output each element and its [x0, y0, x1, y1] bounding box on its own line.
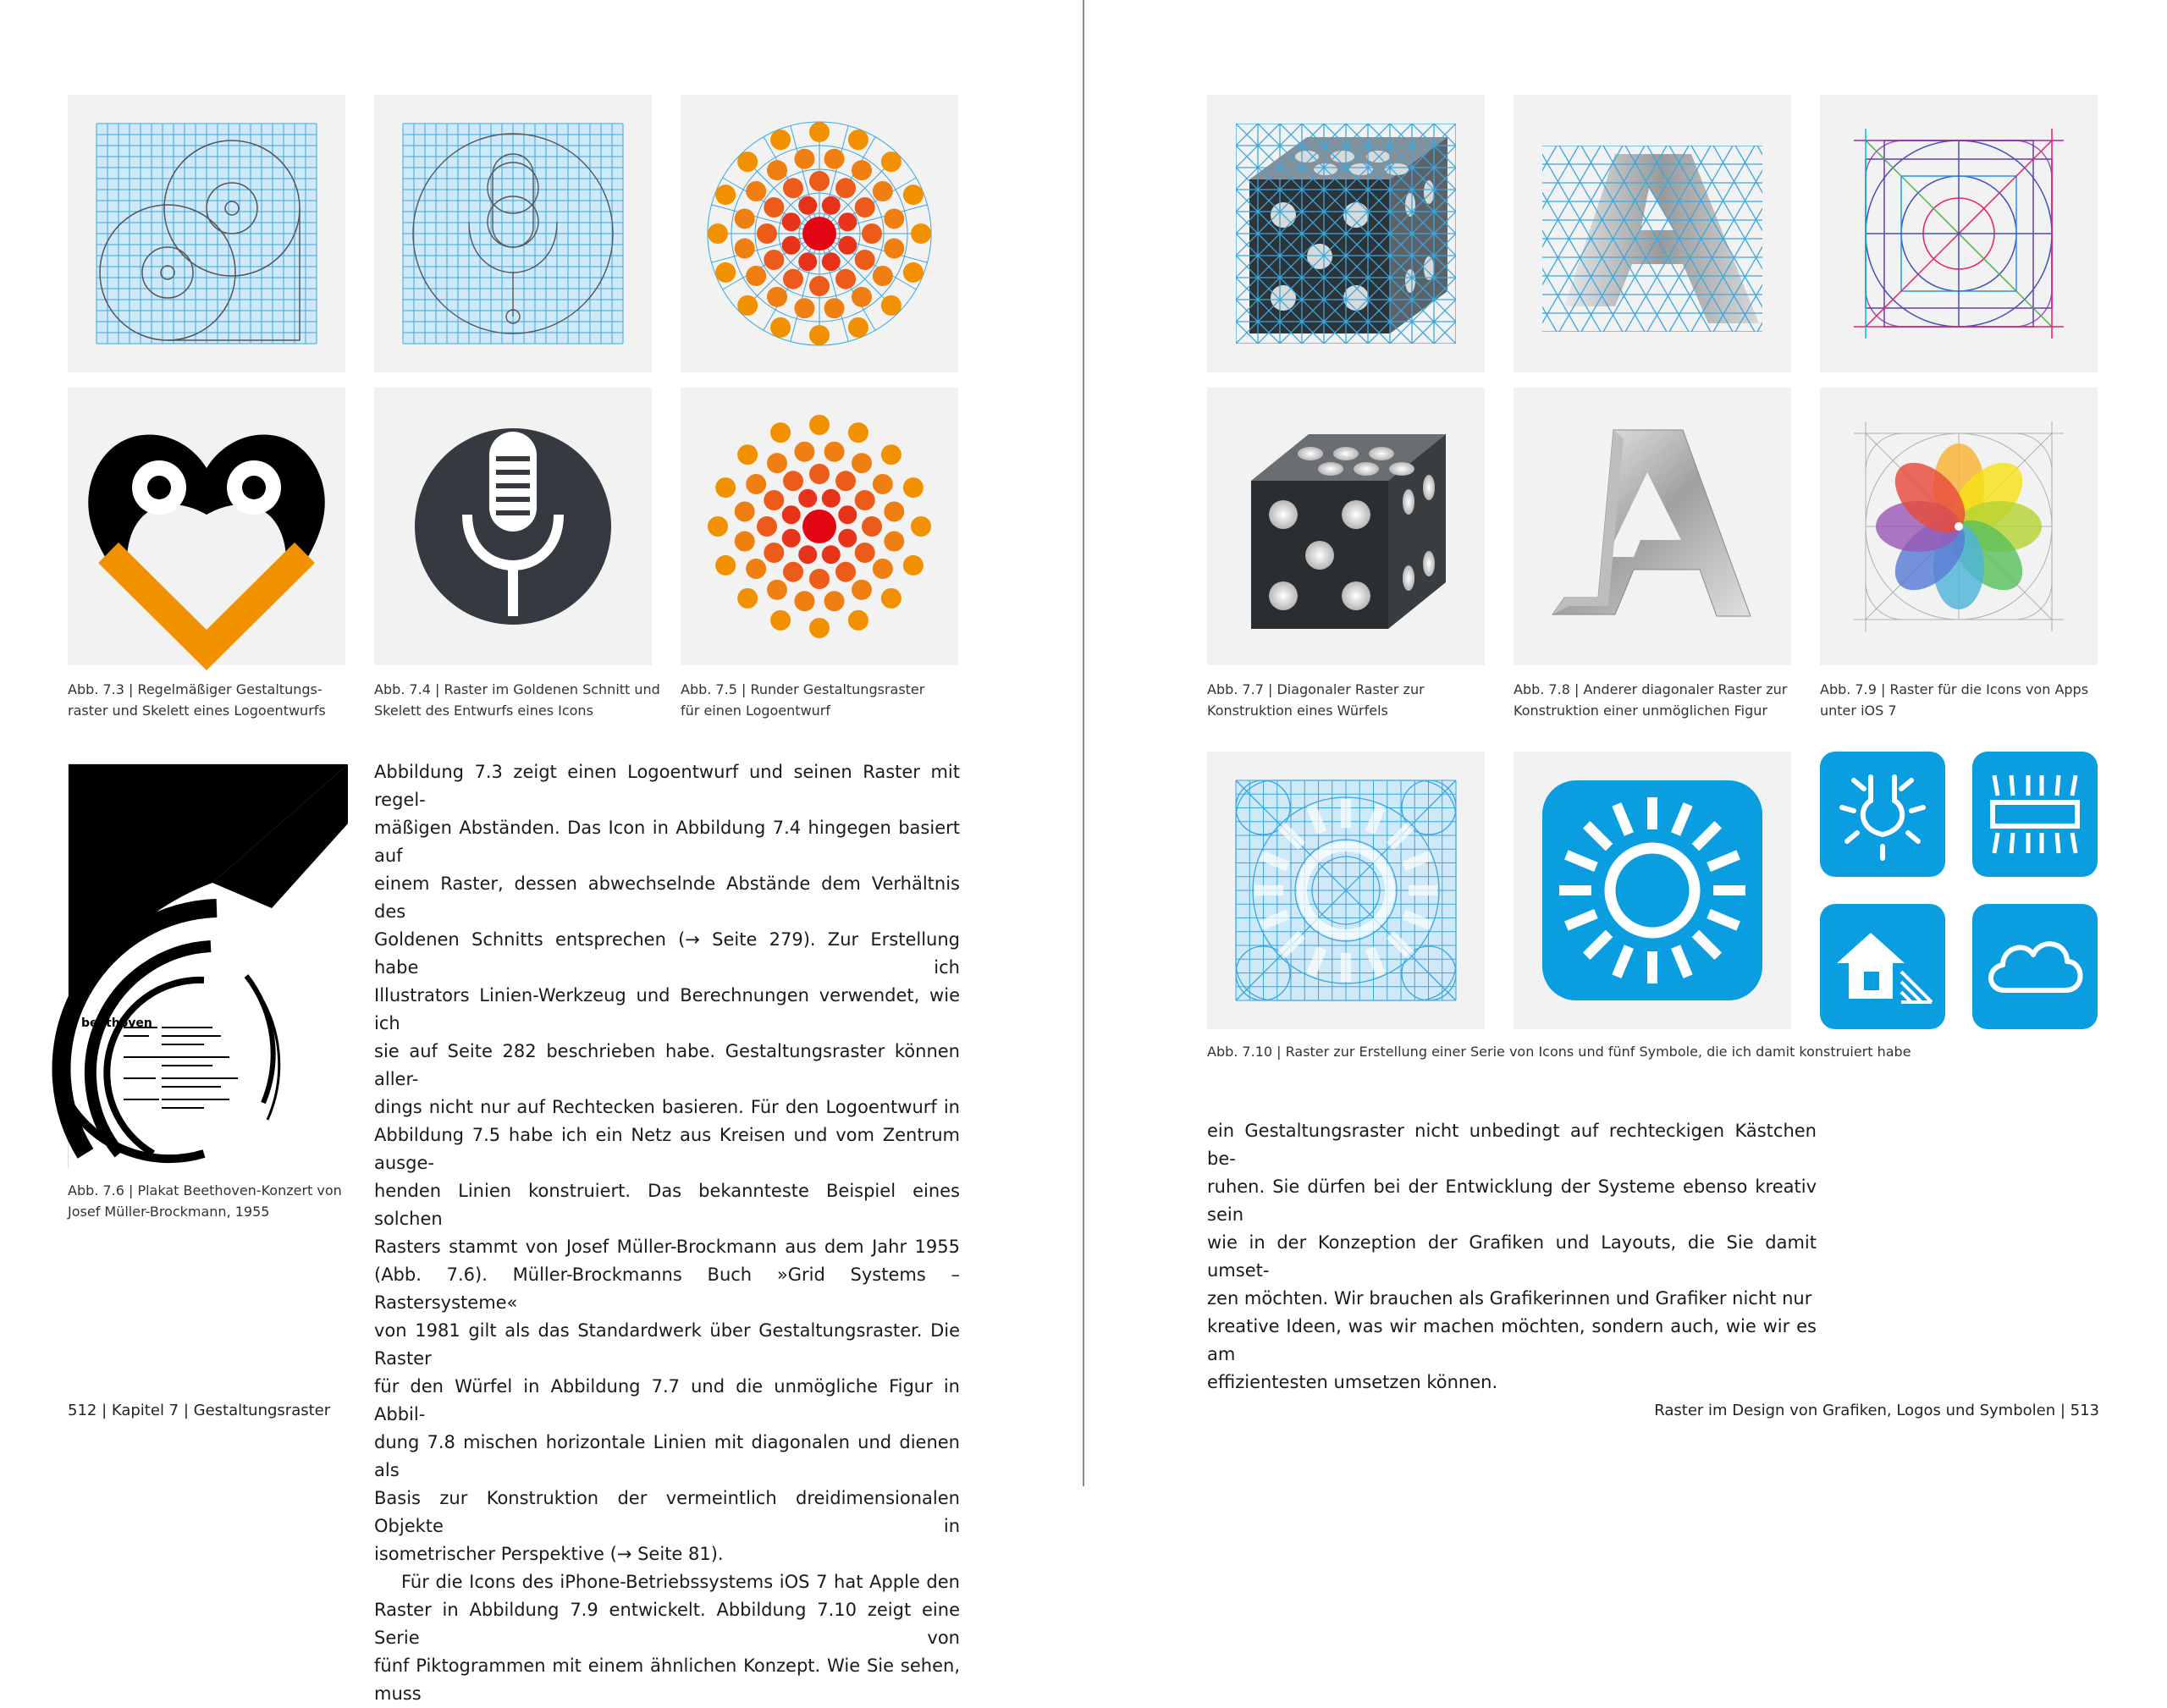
- footer-right: Raster im Design von Grafiken, Logos und Symbolen | 513: [1654, 1402, 2099, 1419]
- figure-7-5-dot-logo: [681, 388, 958, 665]
- poster-title: beethoven: [81, 1017, 152, 1030]
- figure-7-7-dice-grid: [1207, 95, 1485, 372]
- body-line: ein Gestaltungsraster nicht unbedingt auf rechteckigen Kästchen be-: [1207, 1121, 1817, 1169]
- body-text-right: [1207, 1117, 1817, 1397]
- caption-fig-7-8: Abb. 7.8 | Anderer diagonaler Raster zur Konstruktion einer unmöglichen Figur: [1514, 681, 1788, 719]
- caption-fig-7-10: Abb. 7.10 | Raster zur Erstellung einer Serie von Icons und fünf Symbole, die ich damit konstruiert habe: [1207, 1044, 1911, 1060]
- light-bar-symbol-icon: [1972, 752, 2098, 877]
- body-line: dung 7.8 mischen horizontale Linien mit diagonalen und dienen als: [374, 1432, 960, 1480]
- house-symbol-icon: [1820, 904, 1945, 1029]
- body-line: für den Würfel in Abbildung 7.7 und die unmögliche Figur in Abbil-: [374, 1376, 960, 1424]
- figure-7-7-dice: [1207, 388, 1485, 665]
- body-line: Rasters stammt von Josef Müller-Brockmann aus dem Jahr 1955: [374, 1237, 960, 1257]
- figure-7-4-microphone-icon: [374, 388, 652, 665]
- figure-7-9-ios-grid: [1820, 95, 2098, 372]
- body-line: ruhen. Sie dürfen bei der Entwicklung der Systeme ebenso kreativ sein: [1207, 1176, 1817, 1225]
- figure-7-10-icon-grid: [1207, 752, 1485, 1029]
- footer-left: 512 | Kapitel 7 | Gestaltungsraster: [68, 1402, 331, 1419]
- left-page: [0, 0, 1083, 1704]
- body-text-left: [374, 758, 960, 1708]
- right-page: [1084, 0, 2167, 1486]
- figure-7-4-grid: [374, 95, 652, 372]
- body-line: effizientesten umsetzen können.: [1207, 1372, 1498, 1392]
- caption-fig-7-4: Abb. 7.4 | Raster im Goldenen Schnitt und Skelett des Entwurfs eines Icons: [374, 681, 660, 719]
- body-line: Goldenen Schnitts entsprechen (→ Seite 279). Zur Erstellung habe ich: [374, 929, 960, 978]
- figure-7-6-beethoven-poster: [68, 763, 347, 1168]
- caption-fig-7-9: Abb. 7.9 | Raster für die Icons von Apps unter iOS 7: [1820, 681, 2089, 719]
- caption-fig-7-6: Abb. 7.6 | Plakat Beethoven-Konzert von Josef Müller-Brockmann, 1955: [68, 1182, 342, 1220]
- caption-fig-7-3: Abb. 7.3 | Regelmäßiger Gestaltungs- raster und Skelett eines Logoentwurfs: [68, 681, 326, 719]
- figure-7-8-impossible-a-grid: [1514, 95, 1791, 372]
- body-line: mäßigen Abständen. Das Icon in Abbildung 7.4 hingegen basiert auf: [374, 818, 960, 866]
- body-line: Abbildung 7.5 habe ich ein Netz aus Kreisen und vom Zentrum ausge-: [374, 1125, 960, 1173]
- body-line: Für die Icons des iPhone-Betriebssystems iOS 7 hat Apple den: [401, 1572, 960, 1592]
- body-line: Raster in Abbildung 7.9 entwickelt. Abbildung 7.10 zeigt eine Serie von: [374, 1600, 960, 1648]
- figure-7-9-photos-icon: [1820, 388, 2098, 665]
- caption-fig-7-5: Abb. 7.5 | Runder Gestaltungsraster für einen Logoentwurf: [681, 681, 925, 719]
- body-line: Basis zur Konstruktion der vermeintlich dreidimensionalen Objekte in: [374, 1488, 960, 1536]
- figure-7-8-impossible-a: [1514, 388, 1791, 665]
- caption-fig-7-7: Abb. 7.7 | Diagonaler Raster zur Konstruktion eines Würfels: [1207, 681, 1425, 719]
- body-line: (Abb. 7.6). Müller-Brockmanns Buch »Grid Systems – Rastersysteme«: [374, 1264, 960, 1313]
- figure-7-3-grid: [68, 95, 345, 372]
- figure-7-10-sun-symbol: [1514, 752, 1791, 1029]
- body-line: sie auf Seite 282 beschrieben habe. Gestaltungsraster können aller-: [374, 1041, 960, 1089]
- figure-7-3-logo: [68, 388, 345, 665]
- body-line: Abbildung 7.3 zeigt einen Logoentwurf und seinen Raster mit regel-: [374, 762, 960, 810]
- bulb-symbol-icon: [1820, 752, 1945, 877]
- figure-7-5-grid: [681, 95, 958, 372]
- body-line: kreative Ideen, was wir machen möchten, sondern auch, wie wir es am: [1207, 1316, 1817, 1364]
- body-line: wie in der Konzeption der Grafiken und Layouts, die Sie damit umset-: [1207, 1232, 1817, 1281]
- body-line: henden Linien konstruiert. Das bekannteste Beispiel eines solchen: [374, 1181, 960, 1229]
- body-line: Illustrators Linien-Werkzeug und Berechnungen verwendet, wie ich: [374, 985, 960, 1033]
- body-line: dings nicht nur auf Rechtecken basieren. Für den Logoentwurf in: [374, 1097, 960, 1117]
- body-line: einem Raster, dessen abwechselnde Abstände dem Verhältnis des: [374, 873, 960, 922]
- body-line: isometrischer Perspektive (→ Seite 81).: [374, 1544, 724, 1564]
- body-line: von 1981 gilt als das Standardwerk über Gestaltungsraster. Die Raster: [374, 1320, 960, 1369]
- body-line: fünf Piktogrammen mit einem ähnlichen Konzept. Wie Sie sehen, muss: [374, 1656, 960, 1704]
- cloud-symbol-icon: [1972, 904, 2098, 1029]
- body-line: zen möchten. Wir brauchen als Grafikerinnen und Grafiker nicht nur: [1207, 1288, 1812, 1309]
